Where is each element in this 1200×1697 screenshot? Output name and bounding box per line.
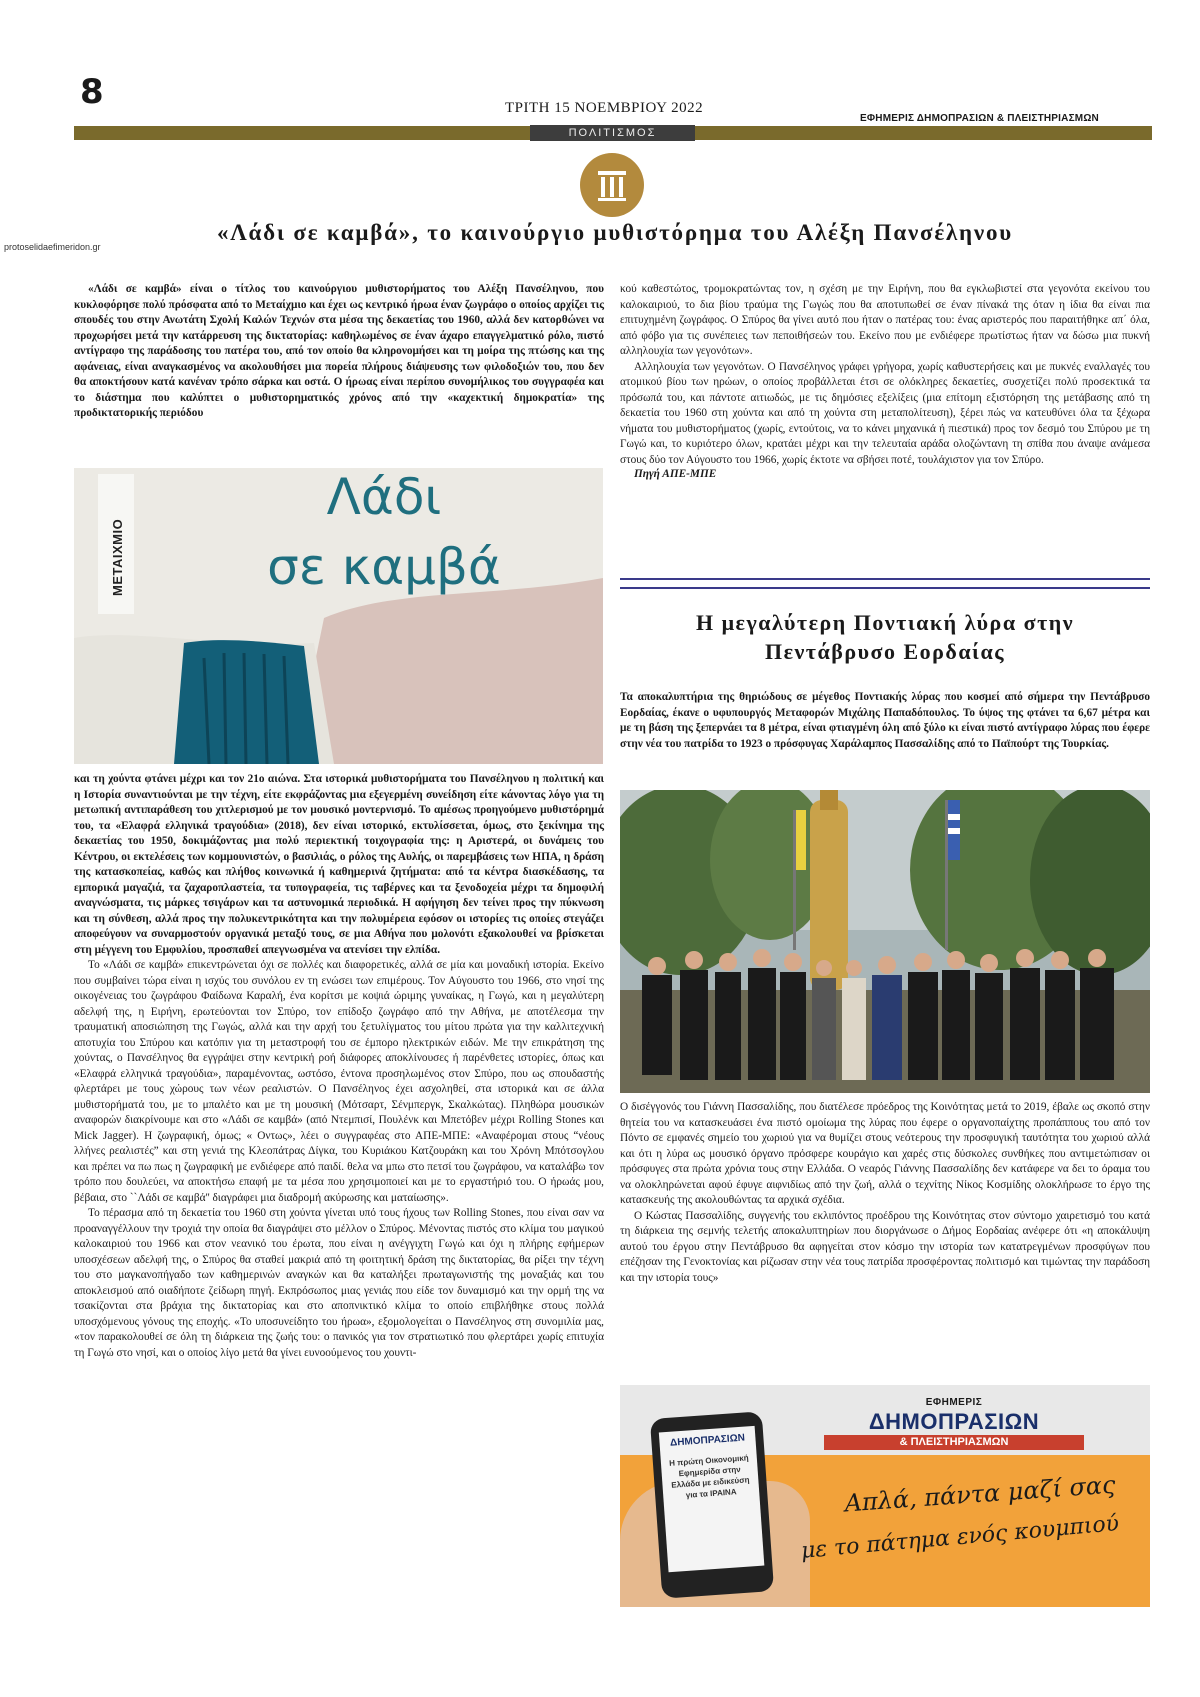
page-number: 8 — [80, 72, 104, 112]
ad-brand: ΔΗΜΟΠΡΑΣΙΩΝ — [868, 1409, 1040, 1434]
phone-text: Η πρώτη Οικονομική Εφημερίδα στην Ελλάδα με ειδικεύση για τα ΙΡΑΙΝΑ — [668, 1453, 750, 1500]
article2-headline-line2: Πεντάβρυσο Εορδαίας — [764, 639, 1006, 664]
article1-body-left — [74, 772, 604, 1361]
article2-headline — [620, 608, 1150, 666]
article1-headline: «Λάδι σε καμβά», το καινούργιο μυθιστόρημα του Αλέξη Πανσέληνου — [216, 220, 1014, 245]
article1-paragraph: Το «Λάδι σε καμβά» επικεντρώνεται όχι σε πολλές και διαφορετικές, αλλά σε μία και μοναδική ιστορία. Εκείνο που συμβαίνει τώρα είναι η ισχύς του συνόλου εν τη ενώσει των επιμέρους. Τον Αύγουστο του 1966, στο νησί της οικογένειας του ζωγράφου Φαίδωνα Καραλή, ένα κορίτσι με κοψιά ώριμης γυναίκας, η Γωγώ, και η μεγαλύτερη αδελφή της, η Ειρήνη, ερωτεύονται τον Σπύρο, τον επίδοξο ζωγράφο από την Αθήνα, με αποτέλεσμα την τραυματική αποσιώπηση της Γωγώς, αλλά και την αρχή του ξετυλίγματος του μίτου πρώτα για την καλλιτεχνική αποτυχία του Σπύρου και κατόπιν για τη μεταστροφή του σε έμπορο ηλεκτρικών ειδών. Με την επικράτηση της χούντας, ο Πανσέληνος θα εγγράψει στην κεντρική ροή διάφορες αποκλίνουσες ή παρένθετες ιστορίες, όπως και «Ελαφρά ελληνικά τραγούδια», παραμένοντας, ωστόσο, έντονα προσηλωμένος στον Σπύρο, που ως σπουδαστής φλερτάρει με τους χώρους των νέων ρεαλιστών. Ο Πανσέληνος έχει ασχοληθεί, στα ιστορικά και σε άλλα μυθιστορήματά του, με το μπαλέτο και με τη μουσική (Μότσαρτ, Σένμπεργκ, Σκαλκώτας). Πληθώρα μουσικών αναφορών διακρίνουμε και στο «Λάδι σε καμβά» (από Ντεμπισί, Πουλένκ και Μπετόβεν μέχρι Rolling Stones και Mick Jagger). Η ζωγραφική, όμως; « Οντως», λέει ο συγγραφέας στο ΑΠΕ-ΜΠΕ: «Αναφέρομαι στους “νέους λλήνες ρεαλιστές” και στη γενιά της Κλεοπάτρας Δίγκα, του Κυριάκου Κατζουράκη και του Χρόνη Μπότσογλου και πρέπει να πω πως η ζωγραφική με ενδιέφερε από παιδί. θελα να μπω στο πετσί του ζωγράφου, να καταλάβω τον τρόπο που δουλεύει, να αποκτήσω επαφή με τα μέσα που χρησιμοποιεί και με το εργαστήριό του. Ο ήρωάς μου, βέβαια, στο ``Λάδι σε καμβά'' διαγράφει μια διαδρομή ακύρωσης και ματαίωσης». — [74, 959, 604, 1204]
phone-brand: ΔΗΜΟΠΡΑΣΙΩΝ — [669, 1432, 746, 1449]
article1-body-right — [620, 282, 1150, 480]
article2-lead-block — [620, 690, 1150, 752]
cover-title — [194, 468, 574, 602]
cover-publisher: ΜΕΤΑΙΧΜΙΟ — [110, 518, 125, 596]
lyra-ceremony-photo — [620, 790, 1150, 1093]
cover-title-line1: Λάδι — [326, 468, 442, 526]
section-tab: ΠΟΛΙΤΙΣΜΟΣ — [530, 125, 695, 141]
article1-paragraph: Αλληλουχία των γεγονότων. Ο Πανσέληνος γράφει γρήγορα, χωρίς καθυστερήσεις και με πυκνές εναλλαγές του ατομικού βίου των ηρώων, ο οποίος προβάλλεται έτσι σε ολόκληρες δεκαετίες, συσχετίζει πολύ προσεκτικά τα πρόσωπά του, και πάντοτε αιτιωδώς, με τις δημόσιες εξελίξεις (μια επίτομη εξιστόρηση της μετάβασης από τη δεκαετία του 1960 στη χούντα και από τη χούντα στη μεταπολίτευση), ξέρει πώς να κατευθύνει όλα τα ξέχωρα νήματα του μυθιστορήματος (χωρίς, εντούτοις, να το κάνει μηχανικά ή πιεστικά) προς τον δεσμό του Σπύρου με τη Γωγώ και, το κυριότερο όλων, κρατάει μέχρι και την τελευταία αράδα ολοζώντανη τη σπίθα που άναψε ανάμεσα στους δύο τον Αύγουστο του 1966, χωρίς έκτοτε να σβήσει ποτέ, τουλάχιστον για τον Σπύρο. — [620, 360, 1150, 466]
article2-lead: Τα αποκαλυπτήρια της θηριώδους σε μέγεθος Ποντιακής λύρας που κοσμεί από σήμερα την Πεντάβρυσο Εορδαίας, έκανε ο υφυπουργός Μεταφορών Μιχάλης Παπαδόπουλος. Το ύψος της φτάνει τα 6,67 μέτρα και με τη βάση της ξεπερνάει τα 8 μέτρα, είναι φτιαγμένη όλη από ξύλο κι είναι πιστό αντίγραφο λύρας που έφερε στην νέα του πατρίδα το 1923 ο πρόσφυγας Χαράλαμπος Πασσαλίδης από το Παϊπούρτ της Τουρκίας. — [620, 691, 1150, 750]
article1-lead-block — [74, 282, 604, 422]
article-divider — [620, 578, 1150, 589]
ad-brand-small: ΕΦΗΜΕΡΙΣ — [925, 1397, 983, 1408]
ad-brand-sub: & ΠΛΕΙΣΤΗΡΙΑΣΜΩΝ — [824, 1435, 1084, 1450]
book-cover-image — [74, 468, 603, 764]
ad-slogan-line1: Απλά, πάντα μαζί σας — [843, 1470, 1117, 1518]
newspaper-advertisement — [620, 1385, 1150, 1607]
ad-slogan-line2: με το πάτημα ενός κουμπιού — [799, 1511, 1121, 1564]
article1-paragraph: Το πέρασμα από τη δεκαετία του 1960 στη χούντα γίνεται υπό τους ήχους των Rolling Stones, που είναι σαν να προαναγγέλλουν την τροχιά την οποία θα διαγράψει στο μέλλον ο Σπύρος. Μένοντας πιστός στο κλίμα του μαγικού καλοκαιριού του 1966 και στον νεανικό του έρωτα, που είναι η ανέγγιχτη Γωγώ και όχι η πλήρης εφήμερων υποσχέσεων αδελφή της, ο Σπύρος θα σταθεί μακριά από τη φοιτητική δράση της δικτατορίας, θα ρίξει την τέχνη του στο μαγκανοπήγαδο των καθημερινών αναγκών και θα καταλήξει πρωταγωνιστής της μοναξιάς και του αποκλεισμού από οιαδήποτε ζείδωρη πηγή. Εκπρόσωπος μιας γενιάς που είδε τον δυναμισμό και την ορμή της να τσακίζονται στα βράχια της δικτατορίας και στο αποπνικτικό κλίμα το οποίο επιβλήθηκε στους πολλά υποσχόμενους γόνους της εποχής. «Το υποσυνείδητο του ήρωα», εξομολογείται ο Πανσέληνος στη συνομιλία μας, «τον παρακολουθεί σε όλη τη διάρκεια της ζωής του: ο πανικός για τον στρατιωτικό που φλερτάρει χωρίς επιτυχία τη Γωγώ στο νησί, και ο οποίος λίγο μετά θα γίνει ευνοούμενος του χουντι- — [74, 1207, 604, 1359]
cover-title-line2: σε καμβά — [267, 538, 501, 596]
paper-name-header: ΕΦΗΜΕΡΙΣ ΔΗΜΟΠΡΑΣΙΩΝ & ΠΛΕΙΣΤΗΡΙΑΣΜΩΝ — [860, 113, 1099, 124]
article1-source: Πηγή ΑΠΕ-ΜΠΕ — [634, 468, 717, 480]
source-credit: protoselidaefimeridon.gr — [4, 242, 101, 252]
article1-paragraph: και τη χούντα φτάνει μέχρι και τον 21ο αιώνα. Στα ιστορικά μυθιστορήματα του Πανσέληνου η πολιτική και η Ιστορία συναντιούνται με την τέχνη, είτε εκφράζοντας μια εξεγερμένη συνείδηση είτε κάνοντας λόγο για τη μετωπική αντιπαράθεση του χιτλερισμού με τον μουσικό μοντερνισμό. Το αμέσως προηγούμενο μυθιστόρημά του, τα «Ελαφρά ελληνικά τραγούδια» (2018), δεν είναι ιστορικό, εκτυλίσσεται, όμως, στο ξεκίνημα της δεκαετίας του 1950, δοκιμάζοντας μια πολύ περιεκτική τοιχογραφία της: η Αριστερά, οι δυνάμεις του Κέντρου, οι εκτελέσεις των κομμουνιστών, ο βασιλιάς, ο ρόλος της Αυλής, οι παρεμβάσεις των ΗΠΑ, η δράση της κατασκοπείας, καθώς και πλήθος κοινωνικά ή καθημερινά ζητήματα: από τα κέντρα διασκέδασης, τα εμπορικά μαγαζιά, τα ζαχαροπλαστεία, τα τυπογραφεία, τις ταβέρνες και τα ξενοδοχεία μέχρι τα δημοφιλή αναγνώσματα, τις μάρκες τσιγάρων και τα αστυνομικά περιοδικά. Η αφήγηση δεν τείνει προς την πύκνωση και τη σύνθεση, αλλά προς την πολυκεντρικότητα και την πολυμέρεια εφόσον οι ιστορίες τις οποίες στεγάζει αποφεύγουν να συναρμοστούν οργανικά μεταξύ τους, σε μια Αθήνα που μολονότι εξακολουθεί να βρίσκεται στη μέγγενη του Εμφυλίου, προσπαθεί απεγνωσμένα να ατενίσει την ελπίδα. — [74, 773, 604, 956]
column-emblem-icon — [580, 153, 644, 217]
cover-publisher-strip — [98, 474, 134, 614]
phone-screen — [659, 1426, 765, 1572]
phone-icon — [650, 1411, 774, 1598]
article2-paragraph: Ο Κώστας Πασσαλίδης, συγγενής του εκλιπόντος προέδρου της Κοινότητας στον σύντομο χαιρετισμό του κατά τη διάρκεια της σεμνής τελετής αποκαλυπτηρίων που διοργάνωσε ο Δήμος Εορδαίας ανέφερε ότι «η αποκάλυψη αυτού του έργου στην Πεντάβρυσο θα αφηγείται στον κόσμο την ιστορία των κατατρεγμένων προσφύγων που επέζησαν της Γενοκτονίας και ρίζωσαν στην νέα τους πατρίδα προσφέροντας πολιτισμό και τιμώντας την παράδοση και την ιστορία τους» — [620, 1209, 1150, 1284]
article2-body — [620, 1100, 1150, 1286]
article1-lead: «Λάδι σε καμβά» είναι ο τίτλος του καινούργιου μυθιστορήματος του Αλέξη Πανσέληνου, που κυκλοφόρησε πολύ πρόσφατα από το Μεταίχμιο και έχει ως κεντρικό ήρωα έναν ζωγράφο ο οποίος αρχίζει τις σπουδές του στην Ανωτάτη Σχολή Καλών Τεχνών στα μέσα της δεκαετίας του 1960, αλλά δεν κατορθώνει να προχωρήσει μετά την κατάρρευση της δικτατορίας: καθηλωμένος σε έναν άχαρο επαγγελματικό ρόλο, πιστό αντίγραφο της παράδοσης του πατέρα του, από τον οποίο θα κληρονομήσει και τη μοίρα της πτώσης και της αφάνειας, είναι αναγκασμένος να ακολουθήσει μια πορεία πλήρους διάψευσης των φιλοδοξιών του, που δεν θα αποκτήσουν κατά κανέναν τρόπο σάρκα και οστά. Ο ήρωας είναι περίπου συνομήλικος του συγγραφέα και το διάστημα που καλύπτει ο μυθιστορηματικός χρόνος από την «καχεκτική δημοκρατία» της προδικτατορικής περιόδου — [74, 283, 604, 419]
article2-headline-line1: Η μεγαλύτερη Ποντιακή λύρα στην — [695, 610, 1075, 635]
article2-paragraph: Ο δισέγγονός του Γιάννη Πασσαλίδης, που διατέλεσε πρόεδρος της Κοινότητας μετά το 2019, έβαλε ως σκοπό στην θητεία του να κατασκευάσει ένα πιστό ομοίωμα της λύρας που έφερε ο οργανοπαίχτης προπάππους του από τον Πόντο σε εμφανές σημείο του χωριού για να θυμίζει στους νεότερους την προσφυγική ταυτότητα του χωριού αλλά και ότι η λύρα ως μουσικό όργανο πρόσφερε κουράγιο και χαρές στις δύσκολες συνθήκες που αντιμετώπισαν οι πρόσφυγες στα πρώτα χρόνια τους στην Ελλάδα. Ο νεαρός Γιάννης Πασσαλίδης δεν κατάφερε να δει το όραμα του να ολοκληρώνεται αφού έφυγε αιφνιδίως από την ζωή, αλλά ο τεχνίτης Νίκος Κοσμίδης ολοκλήρωσε το έργο της κατασκευής της ακολουθώντας τα αρχικά σχέδια. — [620, 1101, 1150, 1206]
issue-date: ΤΡΙΤΗ 15 ΝΟΕΜΒΡΙΟΥ 2022 — [505, 100, 704, 116]
article1-paragraph: κού καθεστώτος, τρομοκρατώντας τον, η σχέση με την Ειρήνη, που θα εγκλωβιστεί στα γεγονότα εκείνου του καλοκαιριού, το δια βίου τραύμα της Γωγώς που θα αποτυπωθεί σε έναν πίνακά της όταν η ίδια θα είναι πια επιτυχημένη ζωγράφος. Ο Σπύρος θα γίνει αυτό που ήταν ο πατέρας του: ένας αριστερός που παραιτήθηκε απ΄ όλα, από φόβο για τις συνέπειες των πεποιθήσεών του. Εκείνο που με ενδιέφερε πρωτίστως ήταν να δώσω μια πυκνή αλληλουχία των γεγονότων». — [620, 283, 1150, 357]
